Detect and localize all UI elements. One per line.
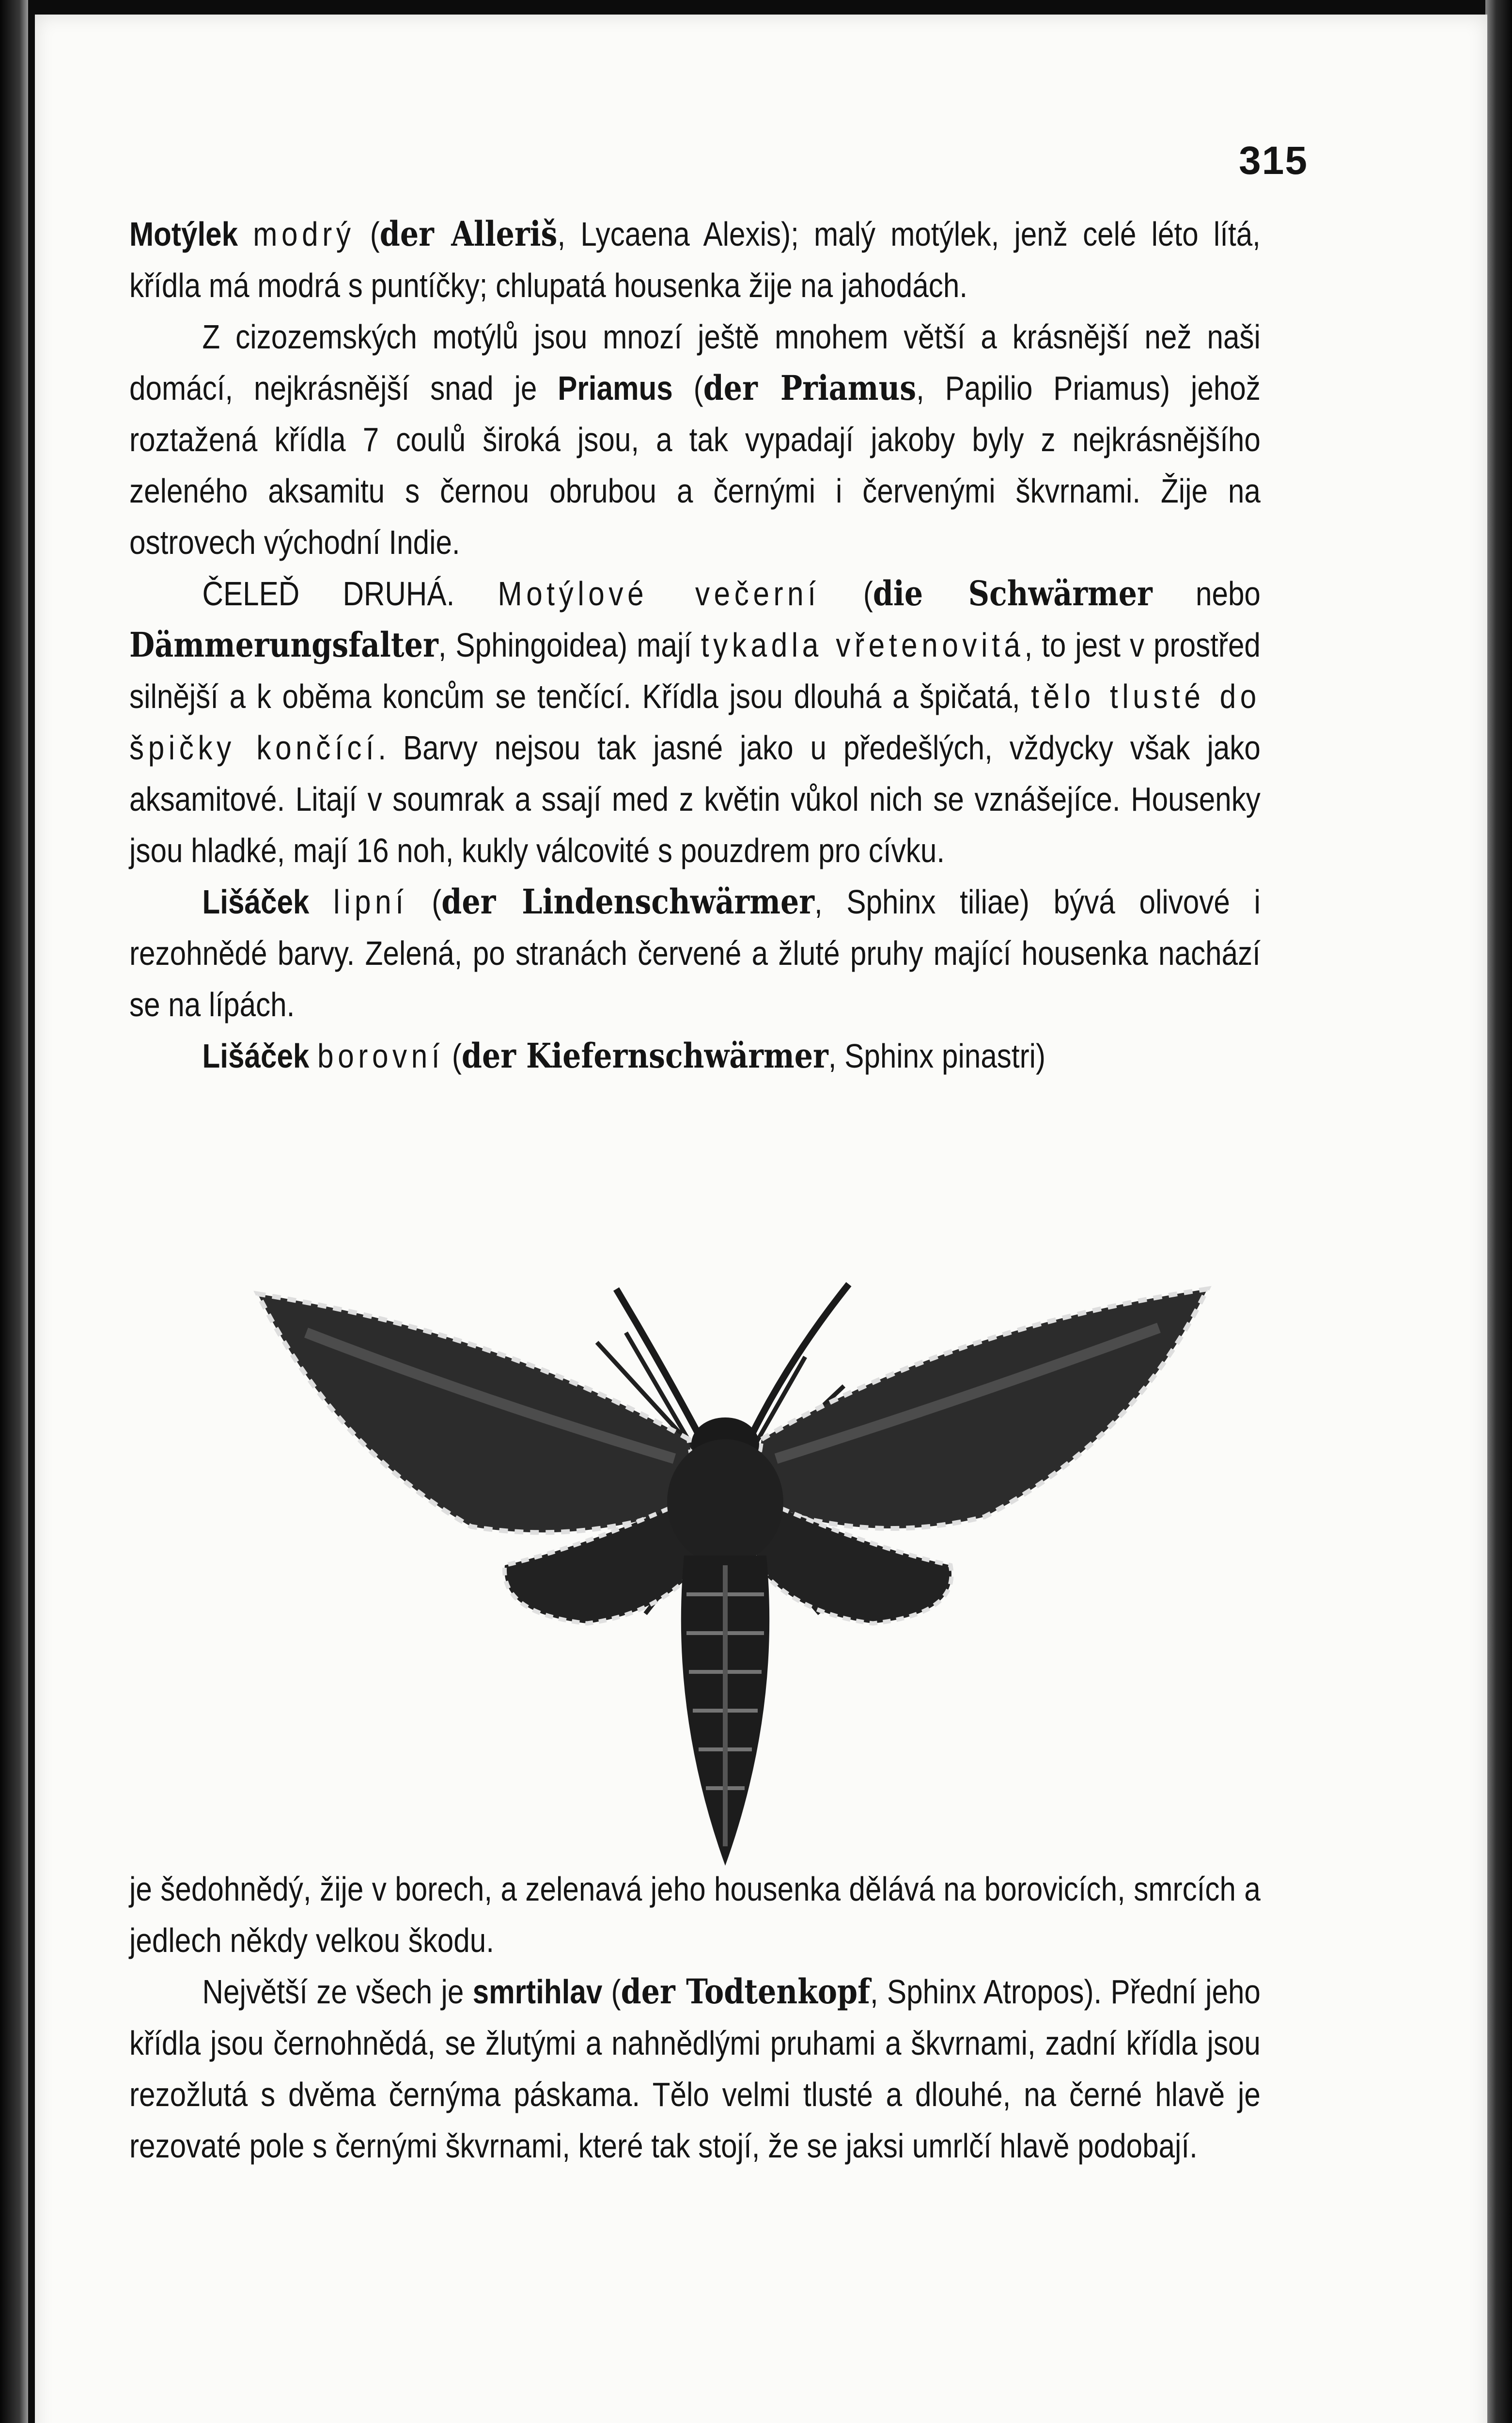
paragraph-text: , Papilio Priamus) jehož roztažená křídla 7 coulů široká jsou, a tak vypadají jakoby byly z nejkrásnějšího zeleného aksamitu s černou obrubou a černými i červenými škvrnami. Žije na ostrovech východní Indie. xyxy=(129,369,1261,561)
paragraph-text: , to jest v prostřed silnější a k oběma koncům se tenčící. Křídla jsou dlouhá a špičatá, xyxy=(129,626,1261,715)
scan-border-left xyxy=(0,0,28,2423)
term-motylek: Motýlek xyxy=(129,215,238,253)
text-block-bottom xyxy=(129,1863,1261,2171)
german-name: der Kiefernschwärmer xyxy=(461,1036,828,1076)
paragraph-smrtihlav xyxy=(129,1966,1261,2171)
scan-border-right xyxy=(1485,0,1512,2423)
german-name: die Schwärmer xyxy=(873,573,1153,614)
book-page xyxy=(35,15,1487,2423)
term-smrtihlav: smrtihlav xyxy=(472,1973,603,2011)
paragraph-text: , Sphinx pinastri) xyxy=(828,1037,1046,1075)
forewing-left xyxy=(258,1294,699,1532)
paragraph-motylek-modry xyxy=(129,208,1261,311)
moth-illustration xyxy=(248,1274,1217,1871)
term-motylove-vecerni: Motýlové večerní xyxy=(498,575,820,613)
text-block-top xyxy=(129,208,1261,1082)
paragraph-text: , Sphinx Atropos). Přední jeho křídla jsou černohnědá, se žlutými a nahnědlými pruhami a škvrnami, zadní křídla jsou rezožlutá s dvěma černýma páskama. Tělo velmi tlusté a dlouhé, na černé hlavě je rezovaté pole s černými škvrnami, které tak stojí, že se jaksi umrlčí hlavě podobají. xyxy=(129,1973,1261,2165)
paragraph-text: , Lycaena Alexis); malý motýlek, jenž celé léto lítá, křídla má modrá s puntíčky; chlupatá housenka žije na jahodách. xyxy=(129,215,1261,304)
moth-thorax xyxy=(667,1439,783,1565)
paragraph-text: , Sphinx tiliae) bývá olivové i rezohnědé barvy. Zelená, po stranách červené a žluté pruhy mající housenka nachází se na lípách. xyxy=(129,883,1261,1023)
term-modry: modrý xyxy=(253,215,355,253)
paragraph-text: nebo xyxy=(1152,575,1261,613)
paren-open: ( xyxy=(602,1973,621,2011)
term-tykadla: tykadla vřetenovitá xyxy=(701,626,1025,664)
german-name: der Alleriš xyxy=(379,214,558,254)
paragraph-text: Největší ze všech je xyxy=(202,1973,473,2011)
paren-open: ( xyxy=(820,575,873,613)
paragraph-text: Z cizozemských motýlů jsou mnozí ještě mnohem větší a krásnější než naši domácí, nejkrásnější snad je xyxy=(129,318,1261,407)
paragraph-lisacek-borovni xyxy=(129,1030,1261,1082)
german-name: der Priamus xyxy=(703,368,917,408)
paragraph-celed-druha xyxy=(129,568,1261,876)
paragraph-lisacek-lipni xyxy=(129,876,1261,1030)
term-priamus: Priamus xyxy=(558,369,673,407)
german-name-2: Dämmerungsfalter xyxy=(129,625,438,665)
term-lisacek: Lišáček xyxy=(202,883,310,921)
paragraph-borovni-continued: je šedohnědý, žije v borech, a zelenavá jeho housenka dělává na borovicích, smrcích a jedlech někdy velkou škodu. xyxy=(129,1870,1261,1959)
paragraph-text: , Sphingoidea) mají xyxy=(438,626,701,664)
page-number: 315 xyxy=(1239,139,1308,183)
term-telo: tělo tlusté do špičky končící xyxy=(129,677,1261,767)
german-name: der Todtenkopf xyxy=(621,1971,871,2012)
paren-open: ( xyxy=(370,215,380,253)
paren-open: ( xyxy=(407,883,442,921)
term-borovni: borovní xyxy=(317,1037,444,1075)
paren-open: ( xyxy=(672,369,703,407)
term-lisacek: Lišáček xyxy=(202,1037,310,1075)
moth-icon xyxy=(258,1284,1207,1866)
german-name: der Lindenschwärmer xyxy=(441,881,814,922)
paragraph-text: . Barvy nejsou tak jasné jako u předešlých, vždycky však jako aksamitové. Litají v soumrak a ssají med z květin vůkol nich se vznášejíce. Housenky jsou hladké, mají 16 noh, kukly válcovité s pouzdrem pro cívku. xyxy=(129,729,1261,869)
term-lipni: lipní xyxy=(333,883,408,921)
section-heading: ČELEĎ DRUHÁ. xyxy=(202,575,455,613)
paren-open: ( xyxy=(444,1037,462,1075)
paragraph-priamus xyxy=(129,311,1261,568)
